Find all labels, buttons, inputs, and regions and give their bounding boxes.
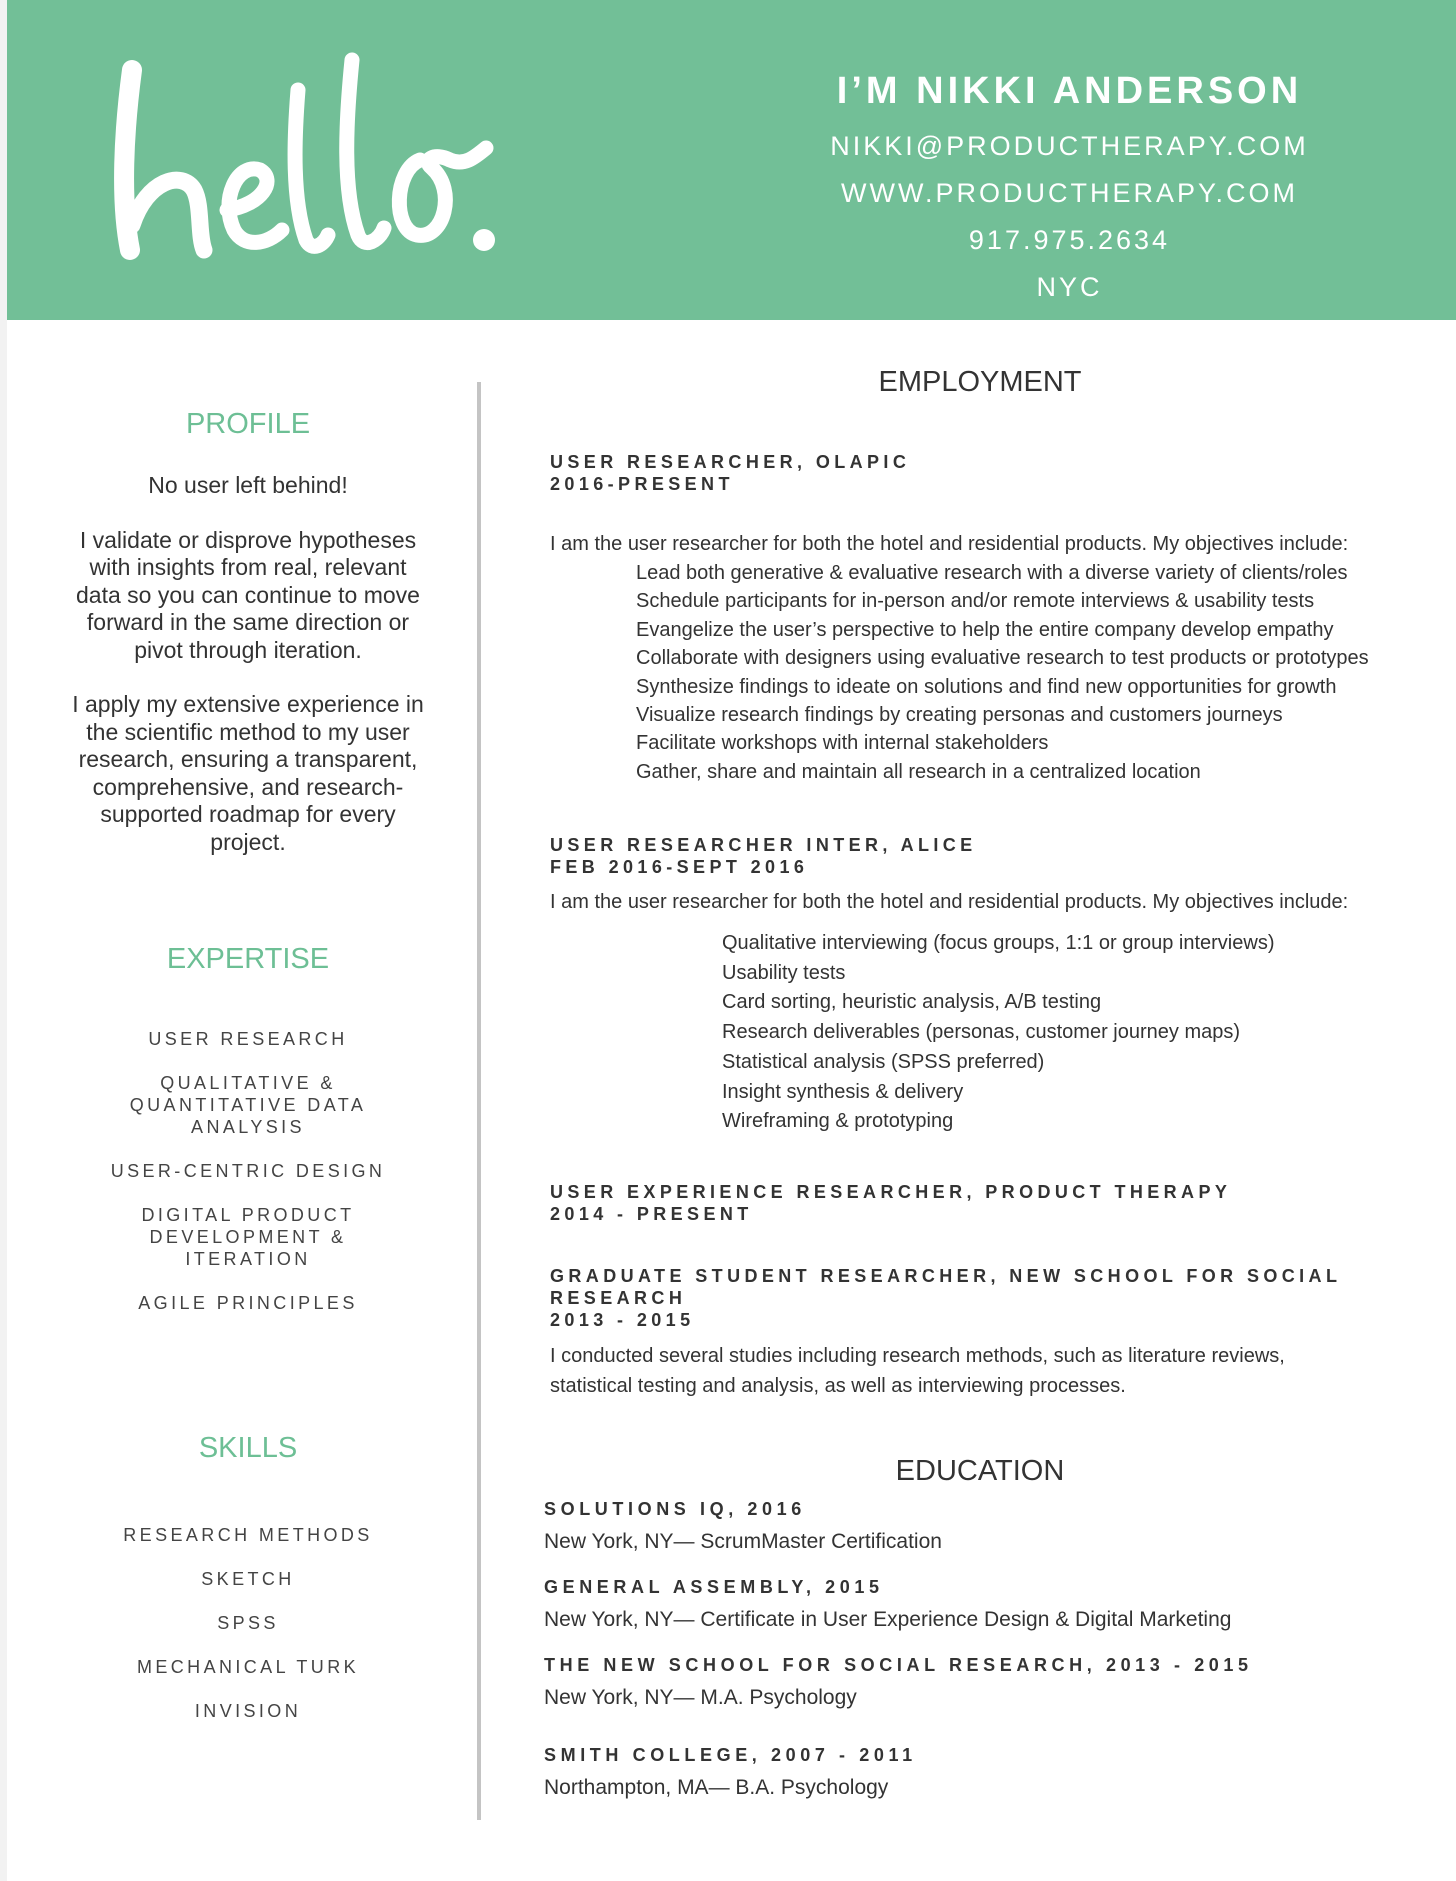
profile-text (68, 472, 428, 883)
job-bullet: Card sorting, heuristic analysis, A/B testing (722, 991, 1102, 1014)
job-bullet: Statistical analysis (SPSS preferred) (722, 1050, 1045, 1073)
education-school: THE NEW SCHOOL FOR SOCIAL RESEARCH, 2013 - 2015 (544, 1655, 1253, 1675)
job-bullet: Research deliverables (personas, customer journey maps) (722, 1021, 1241, 1044)
job-intro: I am the user researcher for both the hotel and residential products. My objectives include: (550, 533, 1349, 555)
header-name: I’M NIKKI ANDERSON (836, 70, 1303, 112)
header-banner (7, 0, 1456, 320)
job-dates: 2016-PRESENT (550, 474, 734, 494)
job-header (550, 1181, 1231, 1225)
job-description (550, 1341, 1285, 1401)
skills-list (58, 1524, 438, 1744)
skills-item: SPSS (217, 1613, 279, 1633)
job-dates: 2013 - 2015 (550, 1310, 695, 1330)
education-detail: New York, NY— M.A. Psychology (544, 1686, 857, 1709)
education-title: EDUCATION (895, 1455, 1065, 1487)
job-title: USER RESEARCHER INTER, ALICE (550, 835, 977, 855)
header-location: NYC (1036, 272, 1103, 302)
skills-title: SKILLS (198, 1432, 298, 1464)
job-bullet: Synthesize findings to ideate on solutions and find new opportunities for growth (636, 675, 1337, 698)
job-bullet-list (636, 559, 1369, 786)
job-bullet-list (722, 929, 1274, 1137)
job-bullet: Schedule participants for in-person and/or remote interviews & usability tests (636, 590, 1315, 613)
job-header (550, 451, 910, 495)
job-bullet: Lead both generative & evaluative research with a diverse variety of clients/roles (636, 562, 1348, 584)
contact-block (777, 70, 1362, 319)
job-dates: 2014 - PRESENT (550, 1204, 753, 1224)
job-bullet: Insight synthesis & delivery (722, 1080, 964, 1103)
hello-logo (102, 40, 562, 280)
education-detail: New York, NY— ScrumMaster Certification (544, 1530, 942, 1553)
job-header (550, 1265, 1341, 1331)
expertise-item: DIGITAL PRODUCT DEVELOPMENT & ITERATION (141, 1205, 355, 1269)
education-detail: New York, NY— Certificate in User Experience Design & Digital Marketing (544, 1608, 1232, 1631)
expertise-item: USER-CENTRIC DESIGN (110, 1161, 386, 1181)
skills-item: MECHANICAL TURK (136, 1657, 360, 1677)
job-bullet: Gather, share and maintain all research in a centralized location (636, 760, 1201, 783)
job-bullet: Usability tests (722, 961, 846, 984)
hello-lettering-icon (102, 40, 562, 280)
profile-title: PROFILE (185, 408, 311, 440)
job-title: GRADUATE STUDENT RESEARCHER, NEW SCHOOL FOR SOCIAL (550, 1266, 1342, 1286)
education-school: SMITH COLLEGE, 2007 - 2011 (544, 1745, 917, 1765)
job-bullet: Facilitate workshops with internal stakeholders (636, 732, 1049, 755)
employment-title: EMPLOYMENT (878, 366, 1082, 398)
job-bullet: Wireframing & prototyping (722, 1110, 954, 1133)
job-bullet: Collaborate with designers using evaluative research to test products or prototypes (636, 647, 1369, 670)
header-email[interactable]: NIKKI@PRODUCTHERAPY.COM (830, 131, 1309, 161)
profile-paragraph-2: I apply my extensive experience in the scientific method to my user research, ensuring a transparent, comprehensive, and research-supported roadmap for every project. (72, 691, 424, 855)
profile-tagline: No user left behind! (148, 472, 348, 498)
job-bullet: Evangelize the user’s perspective to help the entire company develop empathy (636, 618, 1334, 641)
expertise-item: USER RESEARCH (148, 1029, 348, 1049)
job-title: USER EXPERIENCE RESEARCHER, PRODUCT THERAPY (550, 1182, 1232, 1202)
job-intro: I am the user researcher for both the hotel and residential products. My objectives include: (550, 891, 1349, 913)
education-detail: Northampton, MA— B.A. Psychology (544, 1776, 889, 1799)
job-title: USER RESEARCHER, OLAPIC (550, 452, 911, 472)
expertise-title: EXPERTISE (166, 943, 330, 975)
job-title: RESEARCH (550, 1288, 687, 1308)
column-divider (477, 382, 481, 1820)
skills-item: INVISION (194, 1701, 302, 1721)
job-dates: FEB 2016-SEPT 2016 (550, 857, 809, 877)
job-header (550, 834, 977, 878)
profile-paragraph-1: I validate or disprove hypotheses with insights from real, relevant data so you can continue to move forward in the same direction or pivot through iteration. (76, 526, 420, 663)
job-description-line: statistical testing and analysis, as well as interviewing processes. (550, 1375, 1126, 1397)
header-phone: 917.975.2634 (968, 225, 1171, 255)
header-website[interactable]: WWW.PRODUCTHERAPY.COM (840, 178, 1298, 208)
education-school: SOLUTIONS IQ, 2016 (544, 1499, 806, 1519)
job-bullet: Qualitative interviewing (focus groups, 1:1 or group interviews) (722, 932, 1275, 954)
expertise-item: AGILE PRINCIPLES (138, 1293, 358, 1313)
education-school: GENERAL ASSEMBLY, 2015 (544, 1577, 884, 1597)
job-description-line: I conducted several studies including research methods, such as literature reviews, (550, 1345, 1285, 1367)
skills-item: SKETCH (201, 1569, 295, 1589)
job-bullet: Visualize research findings by creating personas and customers journeys (636, 704, 1283, 727)
skills-item: RESEARCH METHODS (123, 1525, 373, 1545)
expertise-list (58, 1028, 438, 1336)
expertise-item: QUALITATIVE & QUANTITATIVE DATA ANALYSIS (129, 1073, 367, 1137)
